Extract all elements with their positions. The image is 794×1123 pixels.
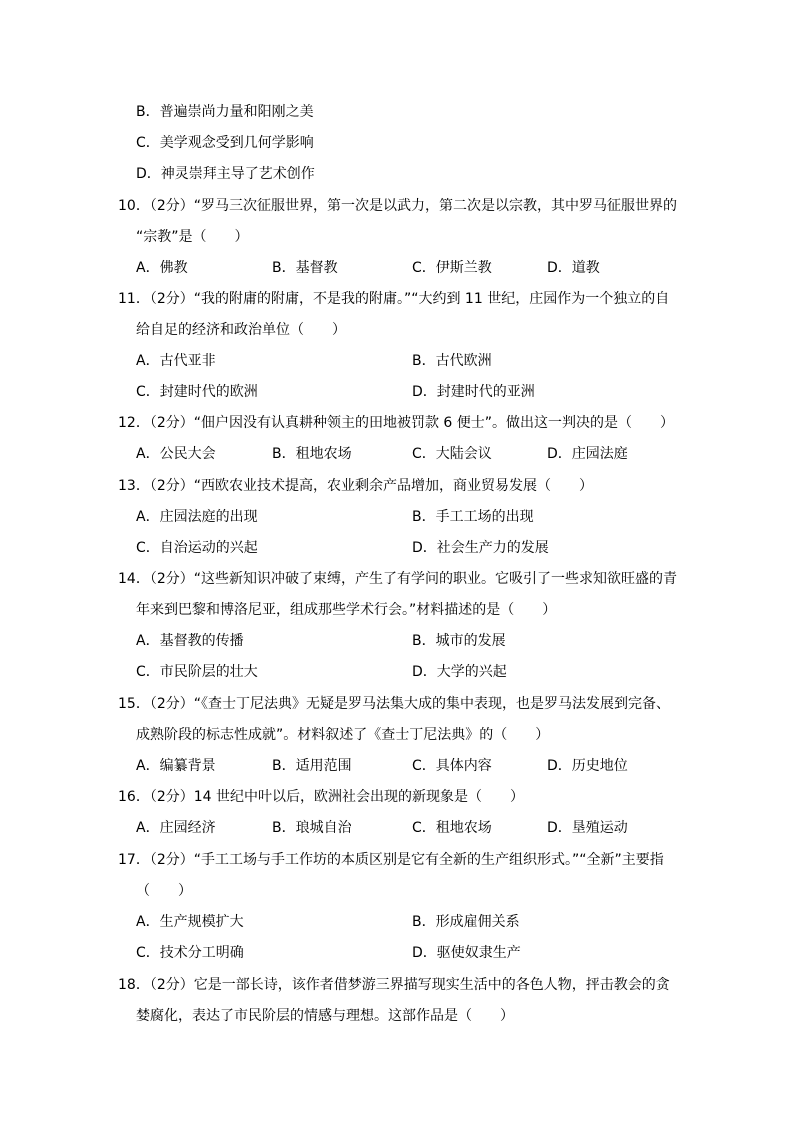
q11-stem-line-2: 给自足的经济和政治单位（ ） xyxy=(136,322,346,338)
q10-stem-line-2: “宗教”是（ ） xyxy=(136,229,249,245)
q15-option-d[interactable]: D．历史地位 xyxy=(547,758,628,774)
q16-option-c[interactable]: C．租地农场 xyxy=(412,820,492,836)
q15-option-b[interactable]: B．适用范围 xyxy=(272,758,352,774)
q13-option-b[interactable]: B．手工工场的出现 xyxy=(412,509,534,525)
q17-option-d[interactable]: D．驱使奴隶生产 xyxy=(412,945,521,961)
q12-option-b[interactable]: B．租地农场 xyxy=(272,446,352,462)
q17-option-c[interactable]: C．技术分工明确 xyxy=(136,945,244,961)
q10-option-d[interactable]: D．道教 xyxy=(547,260,600,276)
q12-option-c[interactable]: C．大陆会议 xyxy=(412,446,492,462)
q10-option-a[interactable]: A．佛教 xyxy=(136,260,188,276)
q17-stem-line-1: 17．（2分）“手工工场与手工作坊的本质区别是它有全新的生产组织形式。”“全新”主要指 xyxy=(118,852,664,868)
q10-option-b[interactable]: B．基督教 xyxy=(272,260,338,276)
q11-stem-line-1: 11．（2分）“我的附庸的附庸，不是我的附庸。”“大约到 11 世纪，庄园作为一个独立的自 xyxy=(118,291,670,307)
q18-stem-line-1: 18．（2分）它是一部长诗，该作者借梦游三界描写现实生活中的各色人物，抨击教会的贪 xyxy=(118,977,670,993)
q13-option-c[interactable]: C．自治运动的兴起 xyxy=(136,540,258,556)
q9-option-b[interactable]: B．普遍崇尚力量和阳刚之美 xyxy=(136,104,314,120)
q16-stem-line-1: 16．（2分）14 世纪中叶以后，欧洲社会出现的新现象是（ ） xyxy=(118,789,524,805)
q16-option-b[interactable]: B．琅城自治 xyxy=(272,820,352,836)
q16-option-a[interactable]: A．庄园经济 xyxy=(136,820,216,836)
q12-option-a[interactable]: A．公民大会 xyxy=(136,446,216,462)
q14-stem-line-2: 年来到巴黎和博洛尼亚，组成那些学术行会。”材料描述的是（ ） xyxy=(136,602,557,618)
q10-option-c[interactable]: C．伊斯兰教 xyxy=(412,260,492,276)
q17-option-b[interactable]: B．形成雇佣关系 xyxy=(412,914,520,930)
q9-option-c[interactable]: C．美学观念受到几何学影响 xyxy=(136,135,314,151)
q14-option-a[interactable]: A．基督教的传播 xyxy=(136,633,244,649)
q11-option-b[interactable]: B．古代欧洲 xyxy=(412,353,492,369)
q13-option-d[interactable]: D．社会生产力的发展 xyxy=(412,540,549,556)
q15-option-c[interactable]: C．具体内容 xyxy=(412,758,492,774)
q17-option-a[interactable]: A．生产规模扩大 xyxy=(136,914,244,930)
q18-stem-line-2: 婪腐化，表达了市民阶层的情感与理想。这部作品是（ ） xyxy=(136,1008,514,1024)
q15-option-a[interactable]: A．编纂背景 xyxy=(136,758,216,774)
q13-option-a[interactable]: A．庄园法庭的出现 xyxy=(136,509,258,525)
q14-option-b[interactable]: B．城市的发展 xyxy=(412,633,506,649)
q11-option-a[interactable]: A．古代亚非 xyxy=(136,353,216,369)
q14-option-c[interactable]: C．市民阶层的壮大 xyxy=(136,664,258,680)
q12-option-d[interactable]: D．庄园法庭 xyxy=(547,446,628,462)
q14-stem-line-1: 14．（2分）“这些新知识冲破了束缚，产生了有学问的职业。它吸引了一些求知欲旺盛的青 xyxy=(118,571,677,587)
q16-option-d[interactable]: D．垦殖运动 xyxy=(547,820,628,836)
q12-stem-line-1: 12．（2分）“佃户因没有认真耕种领主的田地被罚款 6 便士”。做出这一判决的是（ ） xyxy=(118,415,675,431)
q15-stem-line-1: 15．（2分）“《查士丁尼法典》无疑是罗马法集大成的集中表现，也是罗马法发展到完备、 xyxy=(118,696,670,712)
q11-option-c[interactable]: C．封建时代的欧洲 xyxy=(136,384,258,400)
q15-stem-line-2: 成熟阶段的标志性成就”。材料叙述了《查士丁尼法典》的（ ） xyxy=(136,727,550,743)
q10-stem-line-1: 10．（2分）“罗马三次征服世界，第一次是以武力，第二次是以宗教，其中罗马征服世界的 xyxy=(118,198,677,214)
q14-option-d[interactable]: D．大学的兴起 xyxy=(412,664,507,680)
q13-stem-line-1: 13．（2分）“西欧农业技术提高，农业剩余产品增加，商业贸易发展（ ） xyxy=(118,478,593,494)
q9-option-d[interactable]: D．神灵崇拜主导了艺术创作 xyxy=(136,166,315,182)
q11-option-d[interactable]: D．封建时代的亚洲 xyxy=(412,384,535,400)
q17-stem-line-2: （ ） xyxy=(136,883,192,899)
